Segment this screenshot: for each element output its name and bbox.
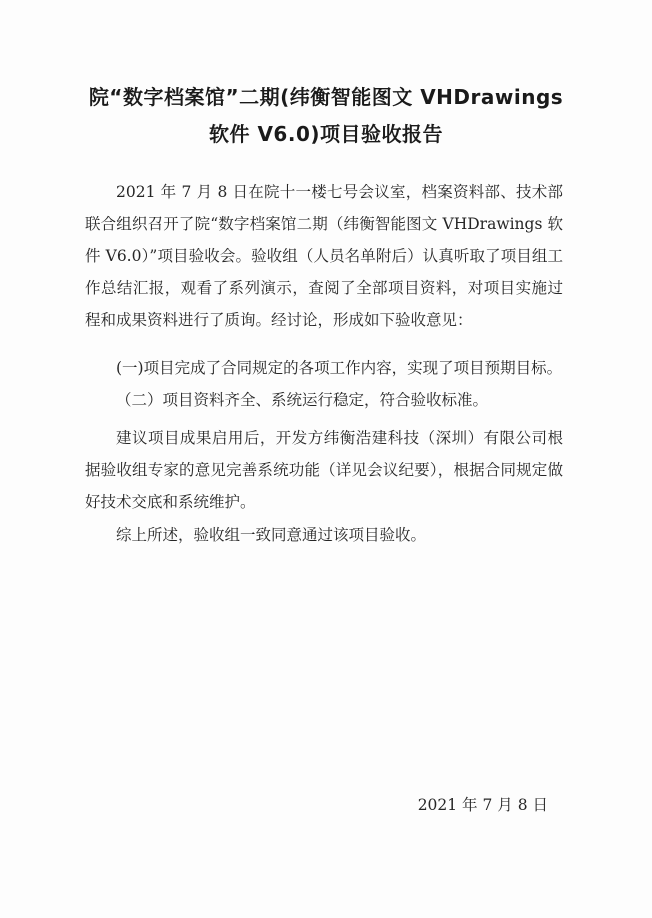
report-title-line-1: 院“数字档案馆”二期(纬衡智能图文 VHDrawings [88, 85, 564, 109]
report-date: 2021 年 7 月 8 日 [417, 796, 548, 814]
paragraph-recommendation: 建议项目成果启用后，开发方纬衡浩建科技（深圳）有限公司根据验收组专家的意见完善系统功能（详见会议纪要），根据合同规定做好技术交底和系统维护。 [85, 429, 563, 511]
report-title-line-2: 软件 V6.0)项目验收报告 [208, 122, 443, 146]
paragraph-opinion-1: (一)项目完成了合同规定的各项工作内容，实现了项目预期目标。 [116, 359, 563, 377]
paragraph-conclusion: 综上所述，验收组一致同意通过该项目验收。 [116, 526, 427, 544]
paragraph-opinion-2: （二）项目资料齐全、系统运行稳定，符合验收标准。 [116, 391, 489, 409]
paragraph-meeting-summary: 2021 年 7 月 8 日在院十一楼七号会议室，档案资料部、技术部联合组织召开了院“数字档案馆二期（纬衡智能图文 VHDrawings 软件 V6.0）”项目验收会。验收组（人员名单附后）认真听取了项目组工作总结汇报，观看了系列演示，查阅了全部项目资料，对项目实施过程和成果资料进行了质询。经讨论，形成如下验收意见： [85, 183, 563, 329]
